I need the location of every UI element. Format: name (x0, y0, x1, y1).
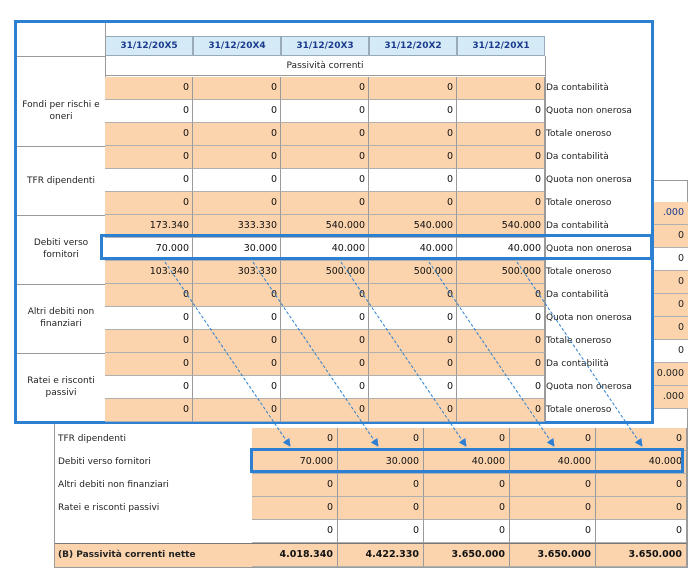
column-header: 31/12/20X2 (369, 36, 457, 56)
column-header: 31/12/20X5 (105, 36, 193, 56)
value-cell[interactable]: 0 (369, 77, 457, 100)
peek-cell: .000 (652, 386, 688, 409)
value-cell[interactable]: 0 (457, 353, 545, 376)
value-cell[interactable]: 0 (281, 100, 369, 123)
value-cell[interactable]: 0 (105, 123, 193, 146)
row-label: Totale oneroso (546, 336, 612, 346)
row-label: Altri debiti non finanziari (58, 480, 169, 490)
row-label: Quota non onerosa (546, 175, 632, 185)
value-cell[interactable]: 0 (338, 520, 424, 543)
value-cell[interactable]: 0 (281, 123, 369, 146)
value-cell[interactable]: 0 (193, 307, 281, 330)
value-cell[interactable]: 0 (596, 497, 687, 520)
value-cell[interactable]: 0 (281, 192, 369, 215)
value-cell[interactable]: 0 (338, 428, 424, 451)
group-label: Altri debiti non finanziari (27, 307, 95, 329)
arrow-line (341, 262, 466, 446)
row-label: Quota non onerosa (546, 382, 632, 392)
total-cell: 3.650.000 (596, 544, 687, 567)
value-cell[interactable]: 0 (281, 399, 369, 422)
group-label: Fondi per rischi e oneri (22, 100, 100, 122)
value-cell[interactable]: 0 (596, 428, 687, 451)
row-label: Quota non onerosa (546, 313, 632, 323)
value-cell[interactable]: 0 (193, 100, 281, 123)
arrow-line (517, 262, 642, 446)
value-cell[interactable]: 70.000 (252, 451, 338, 474)
value-cell[interactable]: 0 (193, 353, 281, 376)
peek-cell: 0 (652, 294, 688, 317)
value-cell[interactable]: 500.000 (457, 261, 545, 284)
value-cell[interactable]: 0 (105, 376, 193, 399)
value-cell[interactable]: 0 (281, 284, 369, 307)
value-cell[interactable]: 0 (105, 307, 193, 330)
row-label: Da contabilità (546, 83, 609, 93)
value-cell[interactable]: 0 (457, 399, 545, 422)
value-cell[interactable]: 0 (457, 376, 545, 399)
value-cell[interactable]: 540.000 (369, 215, 457, 238)
value-cell[interactable]: 0 (193, 284, 281, 307)
value-cell[interactable]: 0 (510, 520, 596, 543)
value-cell[interactable]: 0 (457, 307, 545, 330)
value-cell[interactable]: 0 (338, 497, 424, 520)
group-label: TFR dipendenti (27, 176, 95, 186)
value-cell[interactable]: 0 (281, 353, 369, 376)
value-cell[interactable]: 0 (281, 307, 369, 330)
value-cell[interactable]: 500.000 (369, 261, 457, 284)
row-label: TFR dipendenti (58, 434, 126, 444)
row-label: Totale oneroso (546, 129, 612, 139)
value-cell[interactable]: 0 (457, 146, 545, 169)
value-cell[interactable]: 70.000 (105, 238, 193, 261)
row-label: Quota non onerosa (546, 244, 632, 254)
value-cell[interactable]: 0 (369, 123, 457, 146)
value-cell[interactable]: 0 (105, 284, 193, 307)
value-cell[interactable]: 500.000 (281, 261, 369, 284)
value-cell[interactable]: 303.330 (193, 261, 281, 284)
value-cell[interactable]: 0 (193, 146, 281, 169)
value-cell[interactable]: 0 (369, 169, 457, 192)
value-cell[interactable]: 0 (193, 123, 281, 146)
row-label: Totale oneroso (546, 267, 612, 277)
value-cell[interactable]: 0 (457, 77, 545, 100)
value-cell[interactable]: 0 (596, 520, 687, 543)
value-cell[interactable]: 0 (369, 307, 457, 330)
value-cell[interactable]: 0 (369, 284, 457, 307)
row-label: Da contabilità (546, 152, 609, 162)
value-cell[interactable]: 0 (252, 474, 338, 497)
value-cell[interactable]: 0 (510, 497, 596, 520)
value-cell[interactable]: 0 (105, 100, 193, 123)
value-cell[interactable]: 0 (424, 474, 510, 497)
column-header: 31/12/20X4 (193, 36, 281, 56)
row-label: Quota non onerosa (546, 106, 632, 116)
group-label: Ratei e risconti passivi (27, 376, 95, 398)
row-label: Da contabilità (546, 290, 609, 300)
column-header: 31/12/20X3 (281, 36, 369, 56)
value-cell[interactable]: 0 (105, 77, 193, 100)
value-cell[interactable]: 0 (457, 330, 545, 353)
value-cell[interactable]: 0 (369, 330, 457, 353)
value-cell[interactable]: 0 (252, 497, 338, 520)
value-cell[interactable]: 0 (281, 77, 369, 100)
value-cell[interactable]: 0 (105, 169, 193, 192)
value-cell[interactable]: 540.000 (281, 215, 369, 238)
value-cell[interactable]: 40.000 (424, 451, 510, 474)
value-cell[interactable]: 0 (369, 192, 457, 215)
value-cell[interactable]: 0 (596, 474, 687, 497)
group-label: Debiti verso fornitori (33, 238, 89, 260)
value-cell[interactable]: 0 (457, 123, 545, 146)
row-label: Da contabilità (546, 221, 609, 231)
value-cell[interactable]: 0 (193, 399, 281, 422)
value-cell[interactable]: 0 (510, 428, 596, 451)
peek-cell: 0 (652, 317, 688, 340)
row-label: Da contabilità (546, 359, 609, 369)
value-cell[interactable]: 40.000 (596, 451, 687, 474)
total-cell: 4.422.330 (338, 544, 424, 567)
value-cell[interactable]: 0 (457, 192, 545, 215)
value-cell[interactable]: 0 (369, 376, 457, 399)
column-header: 31/12/20X1 (457, 36, 545, 56)
value-cell[interactable]: 40.000 (369, 238, 457, 261)
peek-cell: .000 (652, 202, 688, 225)
value-cell[interactable]: 0 (193, 77, 281, 100)
value-cell[interactable]: 0 (252, 520, 338, 543)
peek-cell: 0 (652, 271, 688, 294)
value-cell[interactable]: 333.330 (193, 215, 281, 238)
value-cell[interactable]: 40.000 (510, 451, 596, 474)
value-cell[interactable]: 0 (193, 192, 281, 215)
value-cell[interactable]: 0 (193, 169, 281, 192)
value-cell[interactable]: 103.340 (105, 261, 193, 284)
value-cell[interactable]: 0 (105, 192, 193, 215)
total-cell: 3.650.000 (424, 544, 510, 567)
value-cell[interactable]: 0 (369, 146, 457, 169)
peek-cell: 0 (652, 248, 688, 271)
value-cell[interactable]: 0 (457, 284, 545, 307)
row-label: Totale oneroso (546, 198, 612, 208)
value-cell[interactable]: 0 (338, 474, 424, 497)
total-cell: 4.018.340 (252, 544, 338, 567)
peek-cell: 0 (652, 340, 688, 363)
arrow-line (165, 262, 290, 446)
value-cell[interactable]: 0 (281, 376, 369, 399)
value-cell[interactable]: 0 (369, 399, 457, 422)
value-cell[interactable]: 40.000 (457, 238, 545, 261)
value-cell[interactable]: 40.000 (281, 238, 369, 261)
value-cell[interactable]: 30.000 (338, 451, 424, 474)
arrow-line (253, 262, 378, 446)
value-cell[interactable]: 0 (369, 353, 457, 376)
value-cell[interactable]: 30.000 (193, 238, 281, 261)
value-cell[interactable]: 0 (424, 497, 510, 520)
row-label: Totale oneroso (546, 405, 612, 415)
value-cell[interactable]: 0 (105, 399, 193, 422)
value-cell[interactable]: 0 (252, 428, 338, 451)
value-cell[interactable]: 0 (281, 330, 369, 353)
value-cell[interactable]: 540.000 (457, 215, 545, 238)
arrow-line (429, 262, 554, 446)
total-label: (B) Passività correnti nette (58, 550, 196, 560)
value-cell[interactable]: 0 (105, 330, 193, 353)
value-cell[interactable]: 0 (193, 376, 281, 399)
value-cell[interactable]: 0 (457, 169, 545, 192)
value-cell[interactable]: 173.340 (105, 215, 193, 238)
value-cell[interactable]: 0 (510, 474, 596, 497)
section-title: Passività correnti (105, 56, 545, 76)
row-label: Ratei e risconti passivi (58, 503, 160, 513)
row-label: Debiti verso fornitori (58, 457, 151, 467)
value-cell[interactable]: 0 (105, 353, 193, 376)
value-cell[interactable]: 0 (424, 428, 510, 451)
value-cell[interactable]: 0 (281, 169, 369, 192)
value-cell[interactable]: 0 (457, 100, 545, 123)
value-cell[interactable]: 0 (193, 330, 281, 353)
value-cell[interactable]: 0 (281, 146, 369, 169)
value-cell[interactable]: 0 (105, 146, 193, 169)
peek-cell: 0 (652, 225, 688, 248)
value-cell[interactable]: 0 (424, 520, 510, 543)
total-cell: 3.650.000 (510, 544, 596, 567)
value-cell[interactable]: 0 (369, 100, 457, 123)
peek-cell: 0.000 (652, 363, 688, 386)
